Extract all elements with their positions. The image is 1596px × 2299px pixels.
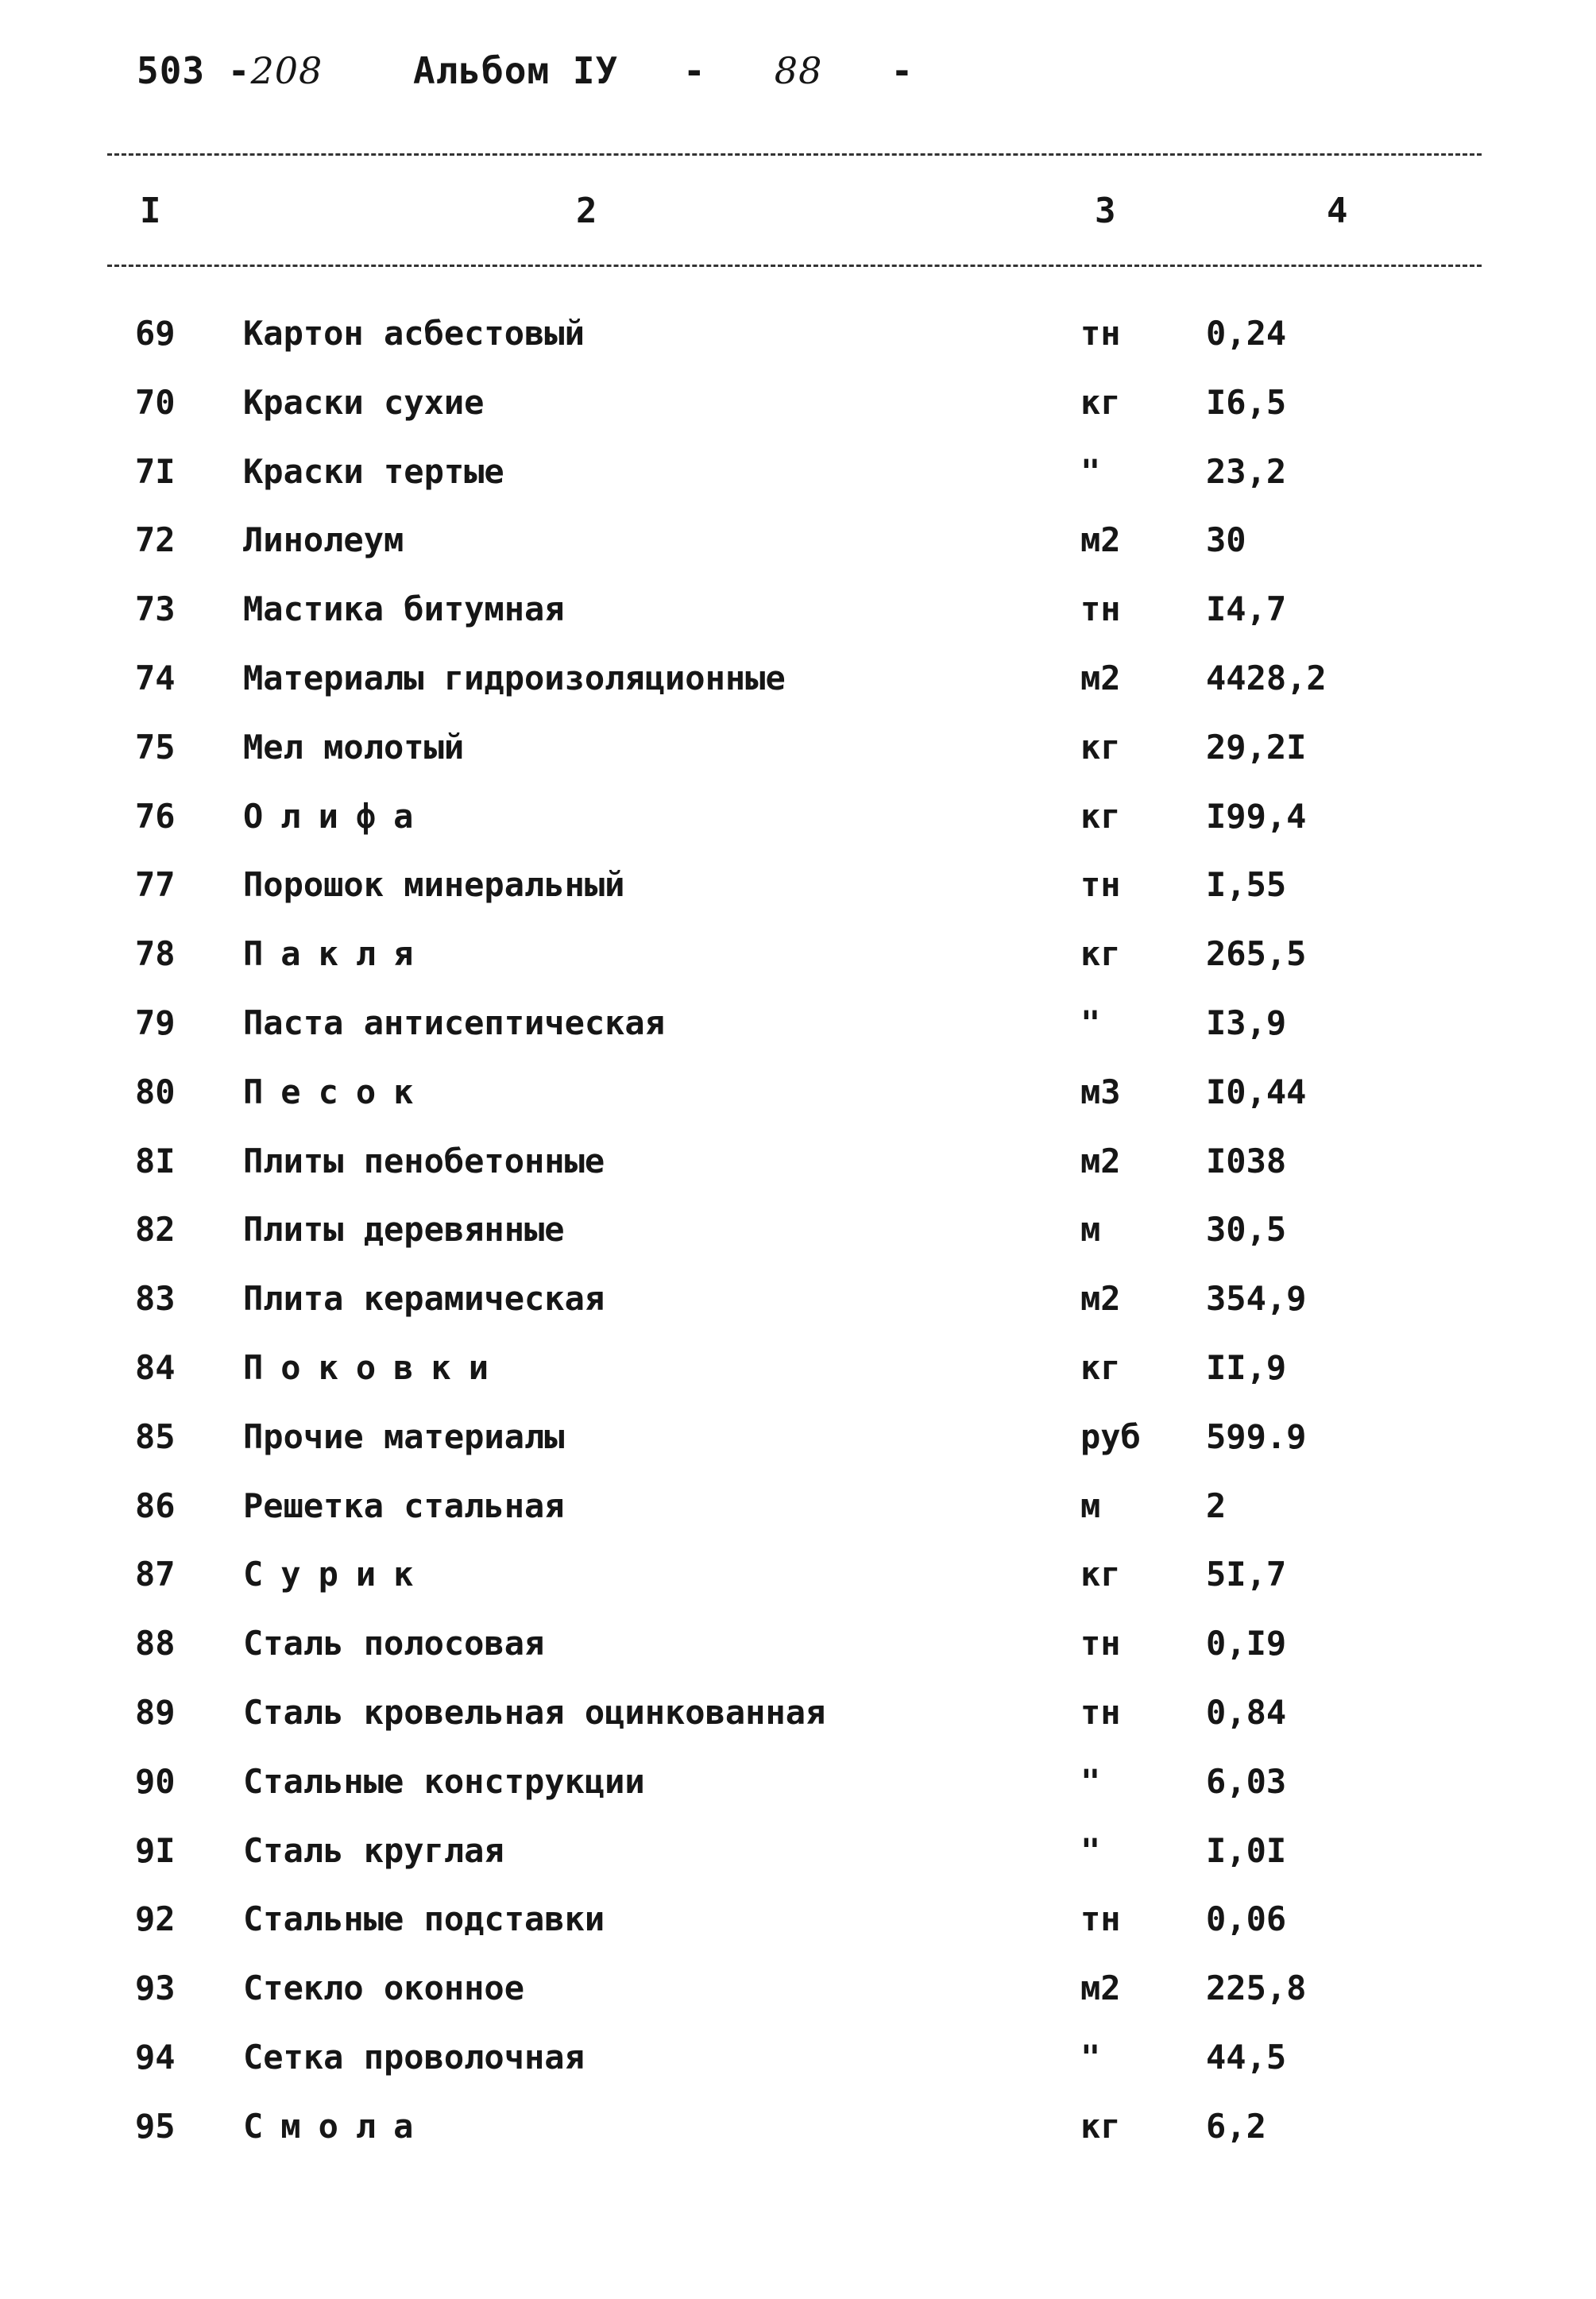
quantity: 0,06 <box>1206 1899 1287 1939</box>
quantity: 5I,7 <box>1206 1555 1287 1594</box>
row-number: 84 <box>135 1347 176 1387</box>
material-name: Поковки <box>243 1347 507 1387</box>
quantity: 30 <box>1206 520 1246 560</box>
quantity: I0,44 <box>1206 1072 1307 1111</box>
table-row <box>0 1624 1596 1693</box>
row-number: 95 <box>135 2106 176 2146</box>
quantity: 599.9 <box>1206 1416 1307 1456</box>
unit-of-measure: тн <box>1080 314 1121 353</box>
unit-of-measure: тн <box>1080 589 1121 629</box>
quantity: I4,7 <box>1206 589 1287 629</box>
row-number: 90 <box>135 1761 176 1801</box>
document-code-prefix: 503 - <box>137 49 251 92</box>
unit-of-measure: м2 <box>1080 1969 1121 2008</box>
material-name: Краски сухие <box>243 382 485 422</box>
quantity: 44,5 <box>1206 2037 1287 2077</box>
page-dash-left: - <box>683 49 706 92</box>
unit-of-measure: кг <box>1080 796 1121 836</box>
unit-of-measure: кг <box>1080 1555 1121 1594</box>
row-number: 79 <box>135 1003 176 1042</box>
row-number: 85 <box>135 1416 176 1456</box>
quantity: I3,9 <box>1206 1003 1287 1042</box>
table-row <box>0 1831 1596 1900</box>
material-name: Сталь полосовая <box>243 1624 545 1663</box>
unit-of-measure: кг <box>1080 2106 1121 2146</box>
table-row <box>0 452 1596 521</box>
row-number: 70 <box>135 382 176 422</box>
unit-of-measure: м3 <box>1080 1072 1121 1111</box>
unit-of-measure: " <box>1080 451 1101 491</box>
material-name: Паста антисептическая <box>243 1003 666 1042</box>
row-number: 7I <box>135 451 176 491</box>
row-number: 82 <box>135 1210 176 1250</box>
page-dash-right: - <box>891 49 914 92</box>
quantity: 354,9 <box>1206 1279 1307 1319</box>
page-number-value: 88 <box>774 49 823 92</box>
row-number: 69 <box>135 314 176 353</box>
material-name: Смола <box>243 2106 431 2146</box>
column-header-2: 2 <box>576 191 597 231</box>
material-name: Материалы гидроизоляционные <box>243 658 786 697</box>
quantity: 2 <box>1206 1486 1227 1525</box>
unit-of-measure: м <box>1080 1210 1101 1250</box>
material-name: Стальные подставки <box>243 1899 605 1939</box>
material-name: Пакля <box>243 934 431 974</box>
row-number: 76 <box>135 796 176 836</box>
row-number: 74 <box>135 658 176 697</box>
table-row <box>0 1279 1596 1348</box>
material-name: Сталь кровельная оцинкованная <box>243 1692 826 1732</box>
quantity: 0,I9 <box>1206 1624 1287 1663</box>
material-name: Плиты пенобетонные <box>243 1141 605 1180</box>
material-name: Сталь круглая <box>243 1830 504 1870</box>
table-row <box>0 383 1596 452</box>
document-code-suffix: 208 <box>250 49 323 92</box>
header-bottom-rule <box>107 265 1482 267</box>
table-row <box>0 2107 1596 2176</box>
unit-of-measure: м2 <box>1080 1279 1121 1319</box>
table-row <box>0 1210 1596 1279</box>
unit-of-measure: кг <box>1080 934 1121 974</box>
unit-of-measure: " <box>1080 1761 1101 1801</box>
row-number: 9I <box>135 1830 176 1870</box>
table-row <box>0 1348 1596 1417</box>
table-row <box>0 934 1596 1003</box>
quantity: I,0I <box>1206 1830 1287 1870</box>
document-code <box>137 49 323 92</box>
table-row <box>0 865 1596 934</box>
row-number: 88 <box>135 1624 176 1663</box>
table-row <box>0 1969 1596 2038</box>
table-row <box>0 2038 1596 2107</box>
row-number: 77 <box>135 865 176 905</box>
unit-of-measure: " <box>1080 1830 1101 1870</box>
quantity: I,55 <box>1206 865 1287 905</box>
unit-of-measure: м2 <box>1080 658 1121 697</box>
row-number: 93 <box>135 1969 176 2008</box>
material-name: Линолеум <box>243 520 404 560</box>
material-name: Краски тертые <box>243 451 504 491</box>
table-row <box>0 1072 1596 1142</box>
unit-of-measure: тн <box>1080 1692 1121 1732</box>
row-number: 92 <box>135 1899 176 1939</box>
unit-of-measure: м2 <box>1080 1141 1121 1180</box>
unit-of-measure: кг <box>1080 1347 1121 1387</box>
quantity: II,9 <box>1206 1347 1287 1387</box>
row-number: 78 <box>135 934 176 974</box>
quantity: 23,2 <box>1206 451 1287 491</box>
quantity: I6,5 <box>1206 382 1287 422</box>
unit-of-measure: " <box>1080 1003 1101 1042</box>
unit-of-measure: м2 <box>1080 520 1121 560</box>
material-name: Решетка стальная <box>243 1486 565 1525</box>
row-number: 8I <box>135 1141 176 1180</box>
material-name: Песок <box>243 1072 431 1111</box>
table-row <box>0 1486 1596 1555</box>
header-top-rule <box>107 153 1482 156</box>
unit-of-measure: руб <box>1080 1416 1141 1456</box>
table-row <box>0 1417 1596 1486</box>
quantity: 225,8 <box>1206 1969 1307 2008</box>
row-number: 75 <box>135 727 176 767</box>
material-name: Мастика битумная <box>243 589 565 629</box>
quantity: 265,5 <box>1206 934 1307 974</box>
unit-of-measure: кг <box>1080 382 1121 422</box>
unit-of-measure: тн <box>1080 1899 1121 1939</box>
column-header-1: I <box>140 191 161 231</box>
material-name: Порошок минеральный <box>243 865 625 905</box>
table-row <box>0 1693 1596 1762</box>
quantity: 30,5 <box>1206 1210 1287 1250</box>
row-number: 89 <box>135 1692 176 1732</box>
material-name: Плита керамическая <box>243 1279 605 1319</box>
row-number: 73 <box>135 589 176 629</box>
quantity: 6,2 <box>1206 2106 1266 2146</box>
material-name: Стекло оконное <box>243 1969 525 2008</box>
quantity: 29,2I <box>1206 727 1307 767</box>
material-name: Прочие материалы <box>243 1416 565 1456</box>
quantity: 0,24 <box>1206 314 1287 353</box>
table-row <box>0 797 1596 866</box>
quantity: I038 <box>1206 1141 1287 1180</box>
table-row <box>0 1142 1596 1211</box>
table-row <box>0 728 1596 797</box>
materials-table <box>0 314 1596 2176</box>
album-label: Альбом IУ <box>413 49 619 92</box>
page-number <box>683 49 914 92</box>
table-row <box>0 1003 1596 1072</box>
column-header-4: 4 <box>1327 191 1348 231</box>
table-row <box>0 1555 1596 1624</box>
unit-of-measure: м <box>1080 1486 1101 1525</box>
row-number: 94 <box>135 2037 176 2077</box>
unit-of-measure: тн <box>1080 865 1121 905</box>
unit-of-measure: кг <box>1080 727 1121 767</box>
row-number: 83 <box>135 1279 176 1319</box>
material-name: Плиты деревянные <box>243 1210 565 1250</box>
row-number: 72 <box>135 520 176 560</box>
table-row <box>0 1899 1596 1969</box>
table-row <box>0 314 1596 383</box>
quantity: 6,03 <box>1206 1761 1287 1801</box>
material-name: Мел молотый <box>243 727 465 767</box>
row-number: 87 <box>135 1555 176 1594</box>
quantity: I99,4 <box>1206 796 1307 836</box>
row-number: 80 <box>135 1072 176 1111</box>
material-name: Картон асбестовый <box>243 314 585 353</box>
table-row <box>0 589 1596 659</box>
material-name: Олифа <box>243 796 431 836</box>
unit-of-measure: тн <box>1080 1624 1121 1663</box>
table-row <box>0 1762 1596 1831</box>
row-number: 86 <box>135 1486 176 1525</box>
table-row <box>0 520 1596 589</box>
material-name: Сурик <box>243 1555 431 1594</box>
table-row <box>0 659 1596 728</box>
quantity: 0,84 <box>1206 1692 1287 1732</box>
material-name: Сетка проволочная <box>243 2037 585 2077</box>
column-header-3: 3 <box>1095 191 1116 231</box>
unit-of-measure: " <box>1080 2037 1101 2077</box>
quantity: 4428,2 <box>1206 658 1327 697</box>
material-name: Стальные конструкции <box>243 1761 645 1801</box>
